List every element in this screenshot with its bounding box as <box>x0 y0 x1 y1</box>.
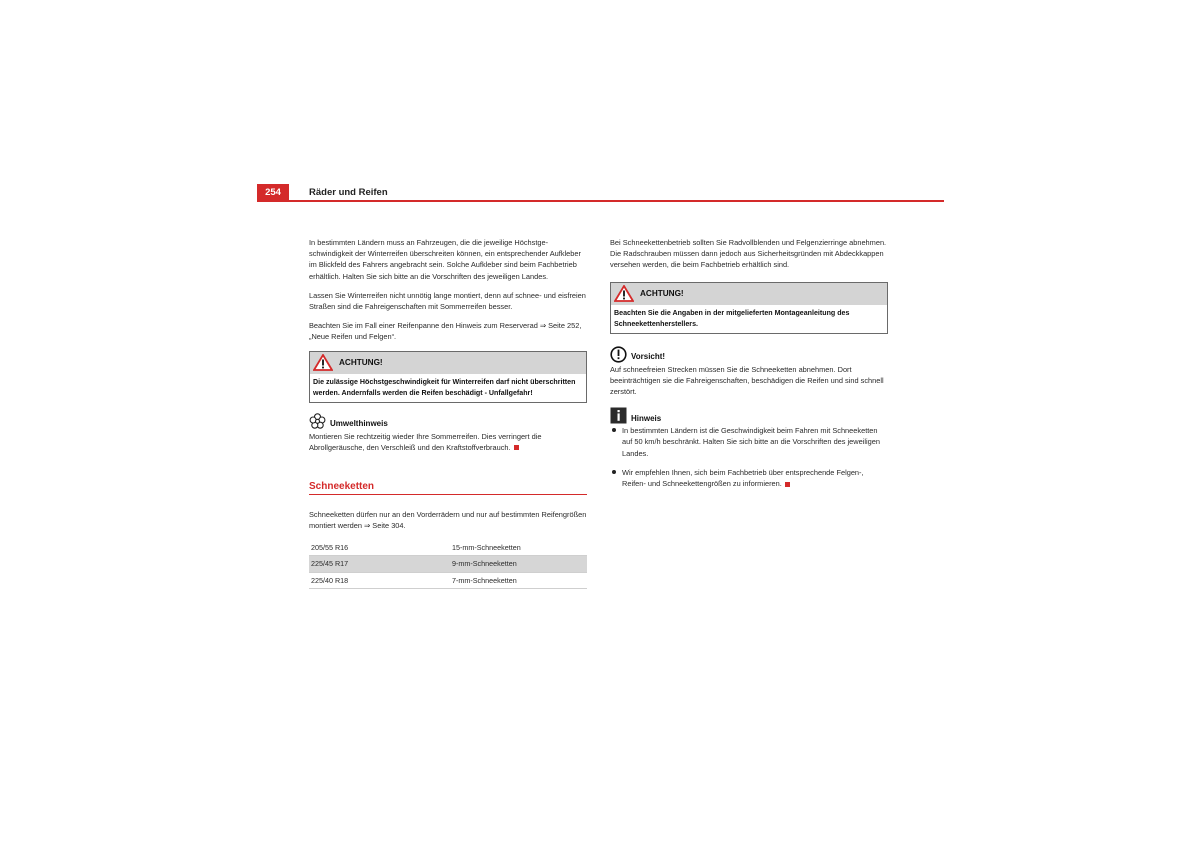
paragraph: Beachten Sie im Fall einer Reifenpanne den Hinweis zum Reserverad ⇒ Seite 252, „Neue Reifen und Felgen“. <box>309 321 582 342</box>
bullet-icon <box>612 428 616 432</box>
info-icon <box>610 407 627 424</box>
bullet-text: Wir empfehlen Ihnen, sich beim Fachbetrieb über entsprechende Felgen-, Reifen- und Schneekettengrößen zu informieren. <box>622 467 864 489</box>
bullet-icon <box>612 470 616 474</box>
bullet-item <box>610 425 888 459</box>
warning-triangle-icon <box>614 285 634 302</box>
warning-text: Die zulässige Höchstgeschwindigkeit für Winterreifen darf nicht überschritten werden. Andernfalls werden die Reifen beschädigt - Unfallgefahr! <box>313 377 576 397</box>
chapter-title: Räder und Reifen <box>309 187 388 198</box>
table-row <box>309 556 587 573</box>
warning-header <box>611 283 887 305</box>
paragraph: Bei Schneekettenbetrieb sollten Sie Radvollblenden und Felgenzierringe abnehmen. Die Radschrauben müssen dann jedoch aus Sicherheitsgründen mit Abdeckkappen versehen werden, die beim Fachbetrieb erhältlich sind. <box>610 238 887 270</box>
end-marker <box>785 482 790 487</box>
paragraph: Lassen Sie Winterreifen nicht unnötig lange montiert, denn auf schnee- und eisfreien Straßen sind die Fahreigenschaften mit Sommerreifen besser. <box>309 290 586 312</box>
warning-box <box>309 351 587 403</box>
table-cell: 7-mm-Schneeketten <box>450 572 587 589</box>
caution-icon <box>610 346 627 363</box>
environment-note-header <box>309 413 587 430</box>
snow-chain-table <box>309 540 587 590</box>
paragraph: In bestimmten Ländern muss an Fahrzeugen, die die jeweilige Höchstgeschwindigkeit der Winterreifen überschreiten können, ein entsprechender Aufkleber im Blickfeld des Fahrers angebracht sein. Solche Aufkleber sind beim Fachbetrieb erhältlich. Halten Sie sich bitte an die Vorschriften des jeweiligen Landes. <box>309 238 581 281</box>
table-cell: 9-mm-Schneeketten <box>450 556 587 573</box>
environment-note-body: Montieren Sie rechtzeitig wieder Ihre Sommerreifen. Dies verringert die Abrollgeräusche, den Verschleiß und den Kraftstoffverbrauch. <box>309 431 542 452</box>
warning-box <box>610 282 888 334</box>
table-row <box>309 540 587 556</box>
bullet-text: In bestimmten Ländern ist die Geschwindigkeit beim Fahren mit Schneeketten auf 50 km/h beschränkt. Halten Sie sich bitte an die Vorschriften des jeweiligen Landes. <box>622 426 880 458</box>
right-column <box>610 237 888 497</box>
left-column <box>309 237 587 589</box>
page-number: 254 <box>257 184 289 202</box>
warning-triangle-icon <box>313 354 333 371</box>
table-cell: 225/40 R18 <box>309 572 450 589</box>
warning-header <box>310 352 586 374</box>
section-paragraph: Schneeketten dürfen nur an den Vorderrädern und nur auf bestimmten Reifengrößen montiert werden ⇒ Seite 304. <box>309 510 587 531</box>
section-title: Schneeketten <box>309 481 587 495</box>
caution-title: Vorsicht! <box>631 352 666 362</box>
table-cell: 225/45 R17 <box>309 556 450 573</box>
warning-title: ACHTUNG! <box>640 289 684 298</box>
warning-title: ACHTUNG! <box>339 358 383 368</box>
caution-header <box>610 346 888 363</box>
table-cell: 205/55 R16 <box>309 540 450 556</box>
hint-header <box>610 407 888 424</box>
bullet-item <box>610 467 888 489</box>
warning-text: Beachten Sie die Angaben in der mitgelieferten Montageanleitung des Schneekettenherstellers. <box>614 308 850 328</box>
environment-note-text <box>309 431 587 453</box>
end-marker <box>514 445 519 450</box>
table-row <box>309 572 587 589</box>
hint-title: Hinweis <box>631 414 662 424</box>
environment-note-title: Umwelthinweis <box>330 419 388 429</box>
caution-text: Auf schneefreien Strecken müssen Sie die Schneeketten abnehmen. Dort beeinträchtigen sie die Fahreigenschaften, beschädigen die Reifen und sind schnell zerstört. <box>610 364 884 397</box>
table-cell: 15-mm-Schneeketten <box>450 540 587 556</box>
header-rule <box>257 200 944 202</box>
flower-icon <box>309 413 326 430</box>
